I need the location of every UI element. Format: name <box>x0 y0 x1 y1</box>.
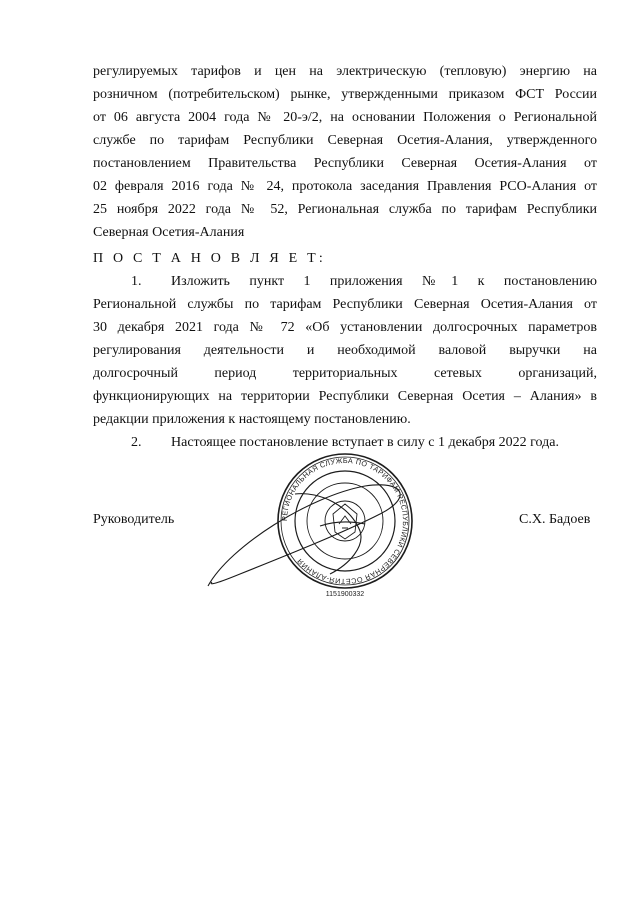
item-1-line: функционирующих на территории Республики Северная Осетия – Алания» в <box>93 389 597 404</box>
official-seal-stamp <box>200 436 430 606</box>
item-1-number: 1. <box>131 274 142 289</box>
signatory-title: Руководитель <box>93 512 175 527</box>
paragraph-line: регулируемых тарифов и цен на электрическую (тепловую) энергию на <box>93 64 597 79</box>
signatory-name: С.Х. Бадоев <box>519 512 591 527</box>
item-2-text: Настоящее постановление вступает в силу с 1 декабря 2022 года. <box>171 435 559 450</box>
paragraph-line: 25 ноября 2022 года № 52, Региональная служба по тарифам Республики <box>93 202 597 217</box>
paragraph-line: службе по тарифам Республики Северная Осетия-Алания, утвержденного <box>93 133 597 148</box>
item-1-line: 30 декабря 2021 года № 72 «Об установлении долгосрочных параметров <box>93 320 597 335</box>
paragraph-line: Северная Осетия-Алания <box>93 225 245 240</box>
item-1-first-line: Изложить пункт 1 приложения №1 к постановлению <box>171 274 597 289</box>
item-1-line: Региональной службы по тарифам Республики Северная Осетия-Алания от <box>93 297 597 312</box>
seal-outer-text: РЕГИОНАЛЬНАЯ СЛУЖБА ПО ТАРИФАМ РЕСПУБЛИКИ СЕВЕРНАЯ ОСЕТИЯ-АЛАНИЯ <box>279 455 411 587</box>
paragraph-line: розничном (потребительском) рынке, утвержденными приказом ФСТ России <box>93 87 597 102</box>
seal-number: 1151900332 <box>325 591 365 598</box>
resolution-heading: П О С Т А Н О В Л Я Е Т: <box>93 251 326 266</box>
item-2-number: 2. <box>131 435 142 450</box>
paragraph-line: постановлением Правительства Республики Северная Осетия-Алания от <box>93 156 597 171</box>
item-1-line: редакции приложения к настоящему постановлению. <box>93 412 411 427</box>
item-1-line: регулирования деятельности и необходимой валовой выручки на <box>93 343 597 358</box>
paragraph-line: 02 февраля 2016 года № 24, протокола заседания Правления РСО-Алания от <box>93 179 597 194</box>
paragraph-line: от 06 августа 2004 года № 20-э/2, на основании Положения о Региональной <box>93 110 597 125</box>
item-1-line: долгосрочный период территориальных сетевых организаций, <box>93 366 597 381</box>
